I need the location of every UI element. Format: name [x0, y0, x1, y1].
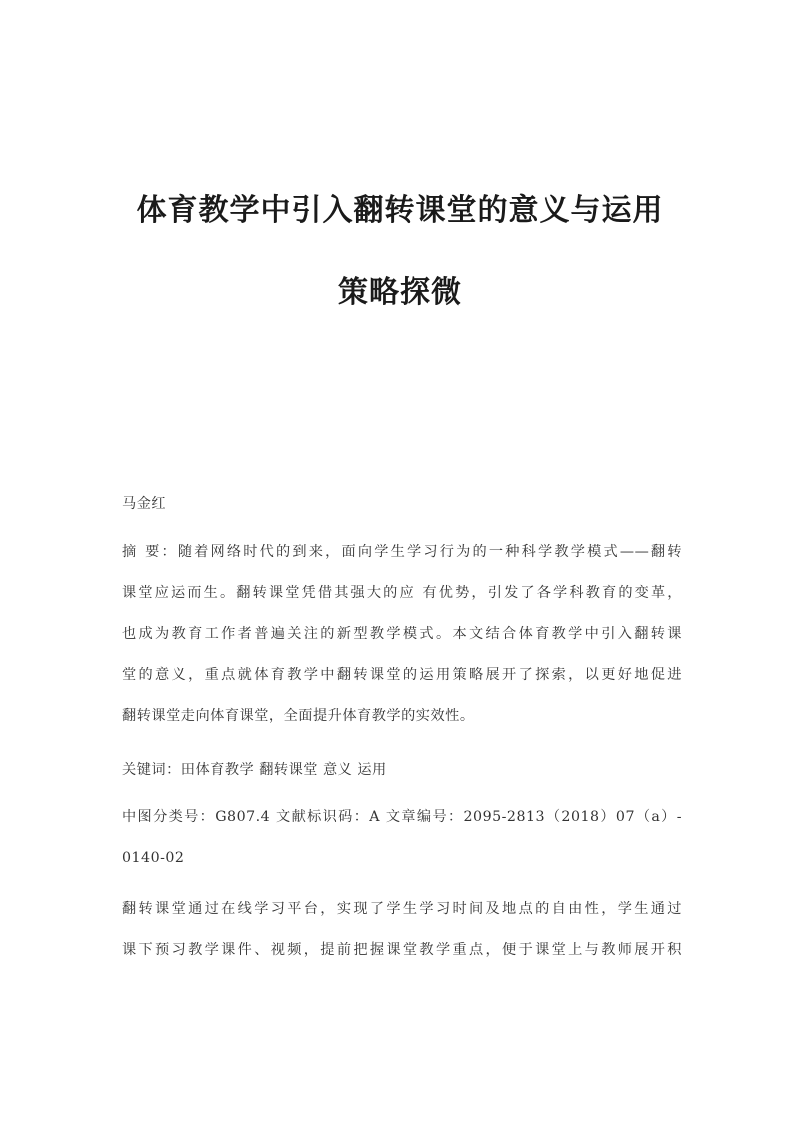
abstract-line: 摘 要：随着网络时代的到来，面向学生学习行为的一种科学教学模式——翻转 — [122, 544, 682, 560]
classification-line: 0140-02 — [122, 850, 185, 866]
keywords: 关键词：田体育教学 翻转课堂 意义 运用 — [122, 762, 387, 778]
author-name: 马金红 — [122, 496, 167, 512]
body-line: 课下预习教学课件、视频，提前把握课堂教学重点，便于课堂上与教师展开积 — [122, 942, 682, 958]
abstract-line: 也成为教育工作者普遍关注的新型教学模式。本文结合体育教学中引入翻转课 — [122, 626, 682, 642]
title-line-2: 策略探微 — [338, 275, 462, 310]
title-line-1: 体育教学中引入翻转课堂的意义与运用 — [136, 193, 664, 228]
body-line: 翻转课堂通过在线学习平台，实现了学生学习时间及地点的自由性，学生通过 — [122, 901, 682, 917]
abstract-line: 翻转课堂走向体育课堂，全面提升体育教学的实效性。 — [122, 708, 475, 724]
classification-line: 中图分类号：G807.4 文献标识码：A 文章编号：2095-2813（2018）07（a）- — [122, 809, 682, 825]
abstract-line: 堂的意义，重点就体育教学中翻转课堂的运用策略展开了探索，以更好地促进 — [122, 667, 682, 683]
abstract-line: 课堂应运而生。翻转课堂凭借其强大的应 有优势，引发了各学科教育的变革， — [122, 585, 682, 601]
